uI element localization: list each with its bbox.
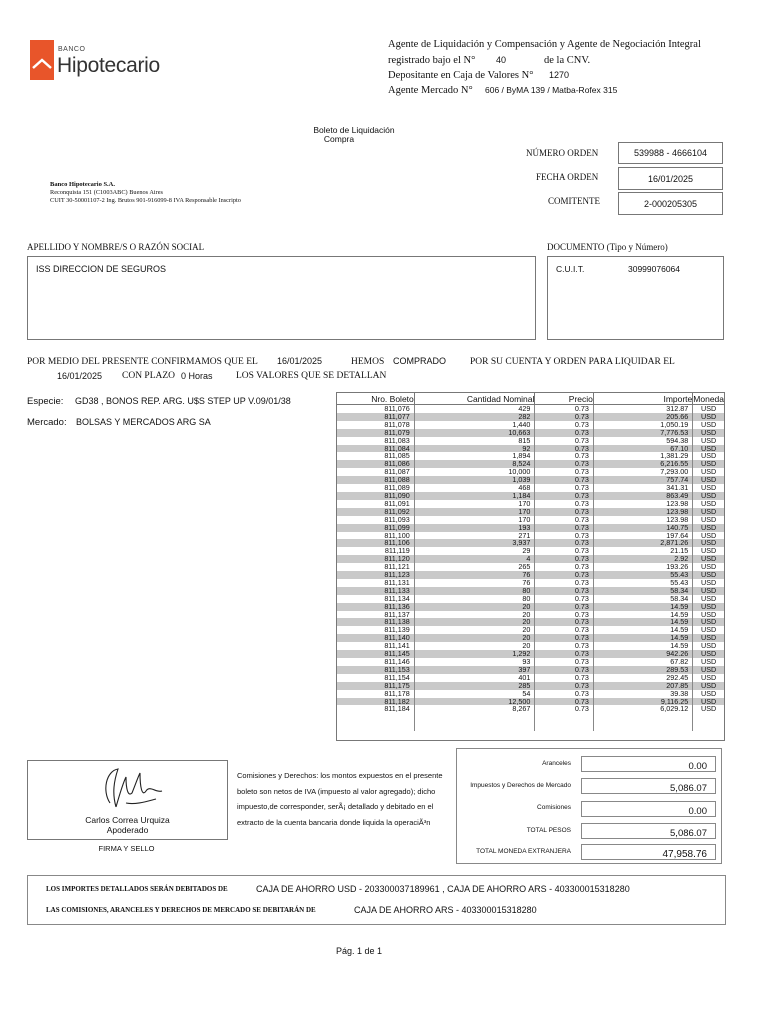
client-name-box <box>27 256 536 340</box>
table-cell: USD <box>693 524 724 532</box>
table-cell: 811,084 <box>337 445 414 453</box>
table-cell: 0.73 <box>535 500 594 508</box>
total-pesos-value: 5,086.07 <box>581 823 716 839</box>
table-cell: 811,178 <box>337 690 414 698</box>
table-cell: 29 <box>414 547 535 555</box>
especie-label: Especie: <box>27 396 64 407</box>
table-cell: 0.73 <box>535 642 594 650</box>
table-cell: 14.59 <box>593 611 692 619</box>
total-pesos-row <box>457 823 721 843</box>
table-cell: USD <box>701 514 717 524</box>
table-cell: 58.34 <box>593 587 692 595</box>
table-cell: 170 <box>414 516 535 524</box>
client-doc-box <box>547 256 724 340</box>
total-pesos-label: TOTAL PESOS <box>526 827 571 834</box>
table-cell: 20 <box>414 603 535 611</box>
table-cell: USD <box>701 530 717 540</box>
table-cell: USD <box>693 492 724 500</box>
doc-title: Boleto de Liquidación <box>313 125 395 135</box>
table-cell: 815 <box>414 437 535 445</box>
table-cell: 0.73 <box>535 595 594 603</box>
table-cell: 1,894 <box>414 452 535 460</box>
client-doc-type: C.U.I.T. <box>556 264 585 274</box>
table-cell: 942.26 <box>593 650 692 658</box>
table-cell: 80 <box>414 587 535 595</box>
table-header-row <box>337 393 724 405</box>
table-cell: 811,138 <box>337 618 414 626</box>
table-cell: 20 <box>414 611 535 619</box>
table-cell: USD <box>693 460 724 468</box>
table-cell: USD <box>693 571 724 579</box>
table-cell: USD <box>701 498 717 508</box>
table-cell: 1,039 <box>414 476 535 484</box>
table-cell: 0.73 <box>535 579 594 587</box>
table-cell: 292.45 <box>593 674 692 682</box>
table-cell: 39.38 <box>593 690 692 698</box>
signature-caption: FIRMA Y SELLO <box>98 844 155 853</box>
table-cell: 0.73 <box>535 429 594 437</box>
table-cell: 123.98 <box>593 508 692 516</box>
client-doc-label: DOCUMENTO (Tipo y Número) <box>547 242 668 252</box>
table-cell: 289.53 <box>593 666 692 674</box>
table-cell: USD <box>701 672 717 682</box>
table-cell: 0.73 <box>535 674 594 682</box>
table-cell: 205.66 <box>593 413 692 421</box>
table-cell: 811,099 <box>337 524 414 532</box>
table-cell: USD <box>701 625 717 635</box>
table-cell: 0.73 <box>535 516 594 524</box>
table-cell: 10,663 <box>414 429 535 437</box>
table-cell: 55.43 <box>593 571 692 579</box>
column-header: Nro. Boleto <box>337 393 414 405</box>
note-line-2: boleto son netos de IVA (impuesto al valor agregado); dicho <box>237 786 436 796</box>
table-cell: 170 <box>414 500 535 508</box>
table-cell <box>535 713 594 722</box>
logo-name-text: Hipotecario <box>57 54 160 77</box>
table-cell: USD <box>693 634 724 642</box>
table-cell: 811,121 <box>337 563 414 571</box>
table-cell: 1,292 <box>414 650 535 658</box>
table-cell: 468 <box>414 484 535 492</box>
table-cell: 429 <box>414 405 535 413</box>
table-cell: 8,267 <box>414 705 535 713</box>
table-cell: 0.73 <box>535 484 594 492</box>
table-cell: USD <box>693 429 724 437</box>
table-cell <box>693 713 724 722</box>
comitente-label: COMITENTE <box>548 196 600 206</box>
commission-note <box>237 768 443 830</box>
table-cell: 0.73 <box>535 476 594 484</box>
table-cell: 0.73 <box>535 611 594 619</box>
table-cell: 20 <box>414 618 535 626</box>
table-cell: 811,092 <box>337 508 414 516</box>
table-cell: 811,119 <box>337 547 414 555</box>
table-cell: 0.73 <box>535 563 594 571</box>
table-cell: 594.38 <box>593 437 692 445</box>
table-cell: 12,500 <box>414 698 535 706</box>
table-cell: 811,091 <box>337 500 414 508</box>
total-extranjera-row <box>457 844 721 864</box>
debit-line-1-value: CAJA DE AHORRO USD - 203300037189961 , CAJA DE AHORRO ARS - 403300015318280 <box>256 884 630 894</box>
debit-line-2-label: LAS COMISIONES, ARANCELES Y DERECHOS DE MERCADO SE DEBITARÁN DE <box>46 906 316 914</box>
table-cell: 92 <box>414 445 535 453</box>
table-row <box>337 705 724 713</box>
table-cell: 811,123 <box>337 571 414 579</box>
table-cell: 0.73 <box>535 666 594 674</box>
table-cell: USD <box>701 593 717 603</box>
table-cell: 123.98 <box>593 500 692 508</box>
confirm-date-1: 16/01/2025 <box>277 356 323 366</box>
column-header: Moneda <box>693 393 724 404</box>
table-cell: 0.73 <box>535 698 594 706</box>
table-cell: 282 <box>414 413 535 421</box>
table-row-empty <box>337 722 724 731</box>
table-cell: USD <box>693 587 724 595</box>
table-cell: 811,086 <box>337 460 414 468</box>
bank-cuit: CUIT 30-50001107-2 Ing. Brutos 901-916099-8 IVA Responsable Inscripto <box>50 197 241 204</box>
table-cell <box>535 722 594 731</box>
table-cell: 811,141 <box>337 642 414 650</box>
table-cell: 811,078 <box>337 421 414 429</box>
table-cell: 0.73 <box>535 690 594 698</box>
table-cell: 58.34 <box>593 595 692 603</box>
table-cell: 811,184 <box>337 705 414 713</box>
note-line-1: Comisiones y Derechos: los montos expuestos en el presente <box>237 771 443 780</box>
table-cell: USD <box>701 704 717 714</box>
table-cell <box>414 722 535 731</box>
table-cell: 0.73 <box>535 634 594 642</box>
table-cell: USD <box>693 603 724 611</box>
column-header: Precio <box>535 393 594 405</box>
table-cell: 811,088 <box>337 476 414 484</box>
column-header: Cantidad Nominal <box>414 393 535 405</box>
signature-box <box>27 760 228 840</box>
client-name-label: APELLIDO Y NOMBRE/S O RAZÓN SOCIAL <box>27 242 205 252</box>
table-cell: 170 <box>414 508 535 516</box>
table-cell: 67.10 <box>593 445 692 453</box>
page-number: Pág. 1 de 1 <box>335 946 383 956</box>
table-cell: USD <box>693 650 724 658</box>
comisiones-label: Comisiones <box>537 804 571 811</box>
table-cell: 0.73 <box>535 445 594 453</box>
impuestos-label: Impuestos y Derechos de Mercado <box>470 782 571 789</box>
table-cell: 67.82 <box>593 658 692 666</box>
table-cell: 811,093 <box>337 516 414 524</box>
table-cell: 7,776.53 <box>593 429 692 437</box>
table-cell <box>337 722 414 731</box>
table-cell: USD <box>701 451 717 461</box>
table-cell: 811,077 <box>337 413 414 421</box>
table-cell: 76 <box>414 579 535 587</box>
table-cell: USD <box>693 666 724 674</box>
table-cell: 193.26 <box>593 563 692 571</box>
total-extranjera-label: TOTAL MONEDA EXTRANJERA <box>476 848 571 855</box>
table-cell: USD <box>701 419 717 429</box>
table-cell: 811,146 <box>337 658 414 666</box>
table-cell: 863.49 <box>593 492 692 500</box>
table-cell: 20 <box>414 634 535 642</box>
confirm-text-2: HEMOS <box>351 357 385 367</box>
comitente-value: 2-000205305 <box>618 192 723 215</box>
table-cell: 0.73 <box>535 682 594 690</box>
especie-value: GD38 , BONOS REP. ARG. U$S STEP UP V.09/01/38 <box>75 396 291 406</box>
table-cell: 271 <box>414 532 535 540</box>
table-cell: 0.73 <box>535 587 594 595</box>
logo-house-icon <box>30 40 54 80</box>
table-cell: USD <box>693 618 724 626</box>
table-cell: 54 <box>414 690 535 698</box>
table-cell: 0.73 <box>535 705 594 713</box>
signer-role: Apoderado <box>106 825 149 835</box>
table-cell: 811,182 <box>337 698 414 706</box>
aranceles-label: Aranceles <box>542 760 571 767</box>
table-cell: USD <box>701 483 717 493</box>
table-cell: 20 <box>414 642 535 650</box>
table-cell: USD <box>693 476 724 484</box>
table-cell: USD <box>693 555 724 563</box>
comisiones-value: 0.00 <box>581 801 716 817</box>
table-cell: 4 <box>414 555 535 563</box>
mercado-label: Mercado: <box>27 417 67 428</box>
aranceles-row <box>457 756 721 776</box>
debits-box <box>27 875 726 925</box>
table-cell: 811,131 <box>337 579 414 587</box>
table-cell: 55.43 <box>593 579 692 587</box>
client-name-value: ISS DIRECCION DE SEGUROS <box>36 264 167 274</box>
table-cell: 811,137 <box>337 611 414 619</box>
table-cell: 341.31 <box>593 484 692 492</box>
table-cell: 14.59 <box>593 642 692 650</box>
note-line-3: impuesto,de corresponder, serÃ¡ detallado y debitado en el <box>237 802 434 811</box>
comisiones-row <box>457 801 721 821</box>
doc-subtitle: Compra <box>323 134 355 144</box>
table-cell: 0.73 <box>535 571 594 579</box>
confirm-text-3: POR SU CUENTA Y ORDEN PARA LIQUIDAR EL <box>470 357 675 367</box>
table-cell: USD <box>701 609 717 619</box>
table-cell: 757.74 <box>593 476 692 484</box>
debit-line-2-value: CAJA DE AHORRO ARS - 403300015318280 <box>354 905 537 915</box>
table-cell: 1,050.19 <box>593 421 692 429</box>
table-cell: 285 <box>414 682 535 690</box>
table-cell: 3,937 <box>414 539 535 547</box>
column-header: Importe <box>593 393 692 405</box>
header-cnv-number: 40 <box>496 55 507 65</box>
header-line-1: Agente de Liquidación y Compensación y Agente de Negociación Integral <box>388 39 701 50</box>
totals-panel <box>456 748 722 864</box>
table-cell: 401 <box>414 674 535 682</box>
table-cell: USD <box>693 539 724 547</box>
table-cell: 123.98 <box>593 516 692 524</box>
table-cell: USD <box>701 577 717 587</box>
table-cell: 811,145 <box>337 650 414 658</box>
header-line-2-post: de la CNV. <box>544 55 591 66</box>
table-cell: 0.73 <box>535 547 594 555</box>
table-cell: 811,140 <box>337 634 414 642</box>
table-cell: 811,120 <box>337 555 414 563</box>
confirm-operation: COMPRADO <box>393 356 447 366</box>
table-cell: USD <box>693 698 724 706</box>
table-cell: 0.73 <box>535 421 594 429</box>
table-cell: 0.73 <box>535 460 594 468</box>
fecha-orden-label: FECHA ORDEN <box>536 172 599 182</box>
table-cell: USD <box>693 445 724 453</box>
table-cell: USD <box>701 546 717 556</box>
table-cell: 2,871.26 <box>593 539 692 547</box>
table-cell: 811,153 <box>337 666 414 674</box>
table-cell: 0.73 <box>535 452 594 460</box>
header-line-2-pre: registrado bajo el N° <box>388 55 476 66</box>
debit-line-1-label: LOS IMPORTES DETALLADOS SERÁN DEBITADOS DE <box>46 885 228 893</box>
table-cell: 14.59 <box>593 603 692 611</box>
table-cell: 0.73 <box>535 650 594 658</box>
table-cell: 265 <box>414 563 535 571</box>
table-cell: 2.92 <box>593 555 692 563</box>
table-cell: 0.73 <box>535 618 594 626</box>
table-cell: 8,524 <box>414 460 535 468</box>
header-line-3-pre: Depositante en Caja de Valores N° <box>388 70 534 81</box>
confirm-text-4: CON PLAZO <box>122 371 176 381</box>
table-cell: 811,139 <box>337 626 414 634</box>
table-cell: 811,089 <box>337 484 414 492</box>
table-cell: USD <box>701 562 717 572</box>
table-cell <box>693 722 724 731</box>
table-cell: USD <box>701 641 717 651</box>
table-cell: 0.73 <box>535 508 594 516</box>
table-cell: 811,079 <box>337 429 414 437</box>
table-cell: USD <box>701 657 717 666</box>
table-cell: 0.73 <box>535 437 594 445</box>
table-cell: 0.73 <box>535 524 594 532</box>
table-cell: 811,106 <box>337 539 414 547</box>
table-cell: 20 <box>414 626 535 634</box>
table-cell: 811,154 <box>337 674 414 682</box>
table-cell: 0.73 <box>535 532 594 540</box>
table-cell: 397 <box>414 666 535 674</box>
table-cell: USD <box>693 682 724 690</box>
table-cell: 0.73 <box>535 539 594 547</box>
table-row-empty <box>337 713 724 722</box>
table-cell: 1,440 <box>414 421 535 429</box>
table-cell: 811,136 <box>337 603 414 611</box>
table-cell: 0.73 <box>535 413 594 421</box>
signer-name: Carlos Correa Urquiza <box>85 815 170 825</box>
table-cell: 811,133 <box>337 587 414 595</box>
table-cell: USD <box>701 688 717 698</box>
table-cell: 6,029.12 <box>593 705 692 713</box>
impuestos-value: 5,086.07 <box>581 778 716 794</box>
bank-logo <box>30 40 170 84</box>
table-cell: 6,216.55 <box>593 460 692 468</box>
table-cell <box>593 722 692 731</box>
table-cell: 10,000 <box>414 468 535 476</box>
total-extranjera-value: 47,958.76 <box>581 844 716 860</box>
client-doc-number: 30999076064 <box>628 264 681 274</box>
table-cell: 811,085 <box>337 452 414 460</box>
table-cell: 811,175 <box>337 682 414 690</box>
mercado-value: BOLSAS Y MERCADOS ARG SA <box>76 417 211 427</box>
impuestos-row <box>457 778 721 798</box>
table-cell: 197.64 <box>593 532 692 540</box>
header-caja-number: 1270 <box>549 70 570 80</box>
fecha-orden-value: 16/01/2025 <box>618 167 723 190</box>
table-cell: 811,100 <box>337 532 414 540</box>
table-cell: 14.59 <box>593 618 692 626</box>
confirm-date-2: 16/01/2025 <box>57 371 103 381</box>
table-cell: 0.73 <box>535 492 594 500</box>
header-mercado-value: 606 / ByMA 139 / Matba-Rofex 315 <box>485 85 618 95</box>
table-cell: 140.75 <box>593 524 692 532</box>
table-cell: 93 <box>414 658 535 666</box>
bank-address: Reconquista 151 (C1003ABC) Buenos Aires <box>50 189 163 196</box>
aranceles-value: 0.00 <box>581 756 716 772</box>
note-line-4: extracto de la cuenta bancaria donde liquida la operaciÃ³n <box>237 817 431 827</box>
table-cell: 811,090 <box>337 492 414 500</box>
table-cell: 7,293.00 <box>593 468 692 476</box>
numero-orden-value: 539988 - 4666104 <box>618 142 723 164</box>
table-cell: 811,134 <box>337 595 414 603</box>
boletos-table <box>336 392 725 741</box>
table-cell: 0.73 <box>535 555 594 563</box>
numero-orden-label: NÚMERO ORDEN <box>526 148 599 158</box>
table-cell: 193 <box>414 524 535 532</box>
table-cell: 0.73 <box>535 626 594 634</box>
signature-image <box>96 763 166 815</box>
confirm-text-1: POR MEDIO DEL PRESENTE CONFIRMAMOS QUE EL <box>27 357 258 367</box>
table-cell: 1,381.29 <box>593 452 692 460</box>
table-cell: 0.73 <box>535 603 594 611</box>
header-line-4-pre: Agente Mercado N° <box>388 85 473 96</box>
table-cell: 312.87 <box>593 405 692 413</box>
table-cell <box>414 713 535 722</box>
table-cell: 207.85 <box>593 682 692 690</box>
table-cell: 21.15 <box>593 547 692 555</box>
table-cell: 0.73 <box>535 405 594 413</box>
table-cell: 811,076 <box>337 405 414 413</box>
table-cell: 0.73 <box>535 468 594 476</box>
table-cell <box>337 713 414 722</box>
table-body <box>337 405 724 732</box>
logo-small-text: BANCO <box>58 46 86 53</box>
table-cell: USD <box>701 435 717 445</box>
bank-name: Banco Hipotecario S.A. <box>50 181 115 188</box>
table-cell: USD <box>693 413 724 421</box>
table-cell <box>593 713 692 722</box>
table-cell: 1,184 <box>414 492 535 500</box>
table-cell: USD <box>701 404 717 413</box>
table-cell: 14.59 <box>593 626 692 634</box>
table-cell: 0.73 <box>535 658 594 666</box>
table-cell: 14.59 <box>593 634 692 642</box>
table-cell: 76 <box>414 571 535 579</box>
table-cell: USD <box>701 467 717 477</box>
confirm-plazo: 0 Horas <box>181 371 213 381</box>
table-cell: 9,116.25 <box>593 698 692 706</box>
table-cell: 811,083 <box>337 437 414 445</box>
table-cell: 80 <box>414 595 535 603</box>
table-cell: USD <box>693 508 724 516</box>
confirm-text-5: LOS VALORES QUE SE DETALLAN <box>236 371 387 381</box>
table-cell: 811,087 <box>337 468 414 476</box>
